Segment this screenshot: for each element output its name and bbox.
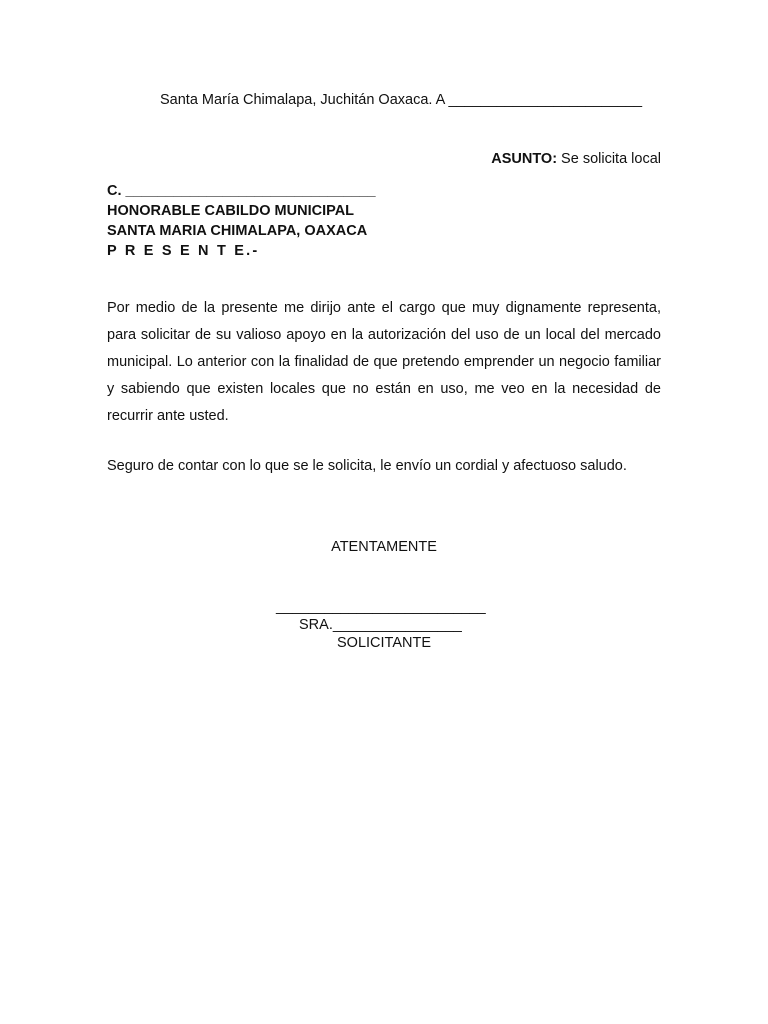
signature-line: __________________________ [276,599,486,615]
body-paragraph: Por medio de la presente me dirijo ante el cargo que muy dignamente representa, para solicitar de su valioso apoyo en la autorización del uso de un local del mercado municipal. Lo anterior con la finalidad de que pretendo emprender un negocio familiar y sabiendo que existen locales que no están en uso, me veo en la necesidad de recurrir ante usted. [107,300,661,424]
recipient-block [107,181,376,261]
closing-paragraph: Seguro de contar con lo que se le solicita, le envío un cordial y afectuoso saludo. [107,458,627,474]
recipient-name-line: C. _______________________________ [107,183,376,199]
subject-label: ASUNTO: [491,151,558,167]
subject-value: Se solicita local [557,151,661,167]
closing-word: ATENTAMENTE [331,539,437,555]
signer-name-line: SRA.________________ [299,617,462,633]
place-date-line: Santa María Chimalapa, Juchitán Oaxaca. A ________________________ [160,92,643,108]
subject-line [491,151,661,167]
recipient-location: SANTA MARIA CHIMALAPA, OAXACA [107,223,368,239]
signer-role: SOLICITANTE [337,635,431,651]
recipient-institution: HONORABLE CABILDO MUNICIPAL [107,203,355,219]
recipient-presente: P R E S E N T E.- [107,243,260,259]
